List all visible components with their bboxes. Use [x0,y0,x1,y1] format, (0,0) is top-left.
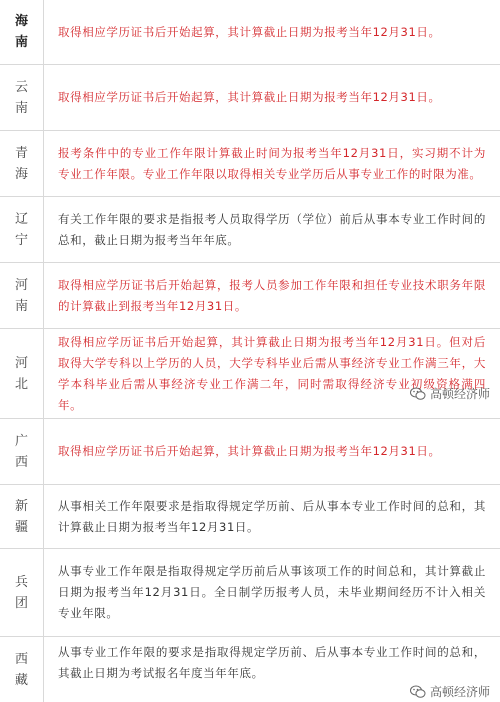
table-row [0,0,500,64]
table-row [0,548,500,636]
watermark-text: 高顿经济师 [429,387,490,401]
region-cell [0,329,44,418]
wechat-icon [410,685,426,699]
watermark [410,385,490,402]
region-label: 西藏 [14,651,28,688]
rule-text: 取得相应学历证书后开始起算，其计算截止日期为报考当年12月31日。但对后取得大学专科以上学历的人员，大学专科毕业后需从事经济专业工作满三年，大学本科毕业后需从事经济专业工作满二年，同时需取得经济专业初级资格满四年。 [58,334,486,412]
table-row [0,196,500,262]
table-row [0,418,500,484]
region-label: 云南 [14,79,28,116]
wechat-icon [410,387,426,401]
region-cell [0,263,44,328]
region-cell [0,637,44,702]
rule-text: 从事专业工作年限是指取得规定学历前后从事该项工作的时间总和，其计算截止日期为报考当年12月31日。全日制学历报考人员，未毕业期间经历不计入相关专业年限。 [58,564,486,620]
rule-text: 从事相关工作年限要求是指取得规定学历前、后从事本专业工作时间的总和，其计算截止日期为报考当年12月31日。 [58,498,486,534]
rule-text: 报考条件中的专业工作年限计算截止时间为报考当年12月31日，实习期不计为专业工作年限。专业工作年限以取得相关专业学历后从事专业工作的时限为准。 [58,145,486,181]
content-cell [58,131,486,196]
watermark-text: 高顿经济师 [429,685,490,699]
rule-text: 有关工作年限的要求是指报考人员取得学历（学位）前后从事本专业工作时间的总和，截止日期为报考当年年底。 [58,211,486,247]
rule-text: 从事专业工作年限的要求是指取得规定学历前、后从事本专业工作时间的总和，其截止日期为考试报名年度当年年底。 [58,644,486,680]
table-row [0,130,500,196]
table-row [0,484,500,548]
rule-text: 取得相应学历证书后开始起算，其计算截止日期为报考当年12月31日。 [58,24,441,39]
region-label: 新疆 [14,498,28,535]
content-cell [58,65,486,130]
content-cell [58,0,486,64]
table-row [0,64,500,130]
content-cell [58,485,486,548]
content-cell [58,549,486,636]
region-label: 青海 [14,145,28,182]
region-cell [0,485,44,548]
content-cell [58,197,486,262]
table-row [0,328,500,418]
region-cell [0,197,44,262]
region-label: 河南 [14,277,28,314]
region-cell [0,0,44,64]
region-label: 海南 [14,14,28,50]
rule-text: 取得相应学历证书后开始起算，其计算截止日期为报考当年12月31日。 [58,444,441,458]
region-cell [0,131,44,196]
region-label: 辽宁 [14,211,28,248]
region-cell [0,419,44,484]
content-cell [58,637,486,688]
region-cell [0,549,44,636]
region-label: 河北 [14,355,28,392]
content-cell [58,263,486,328]
content-cell [58,419,486,484]
table-row [0,636,500,702]
region-label: 兵团 [14,574,28,611]
region-label: 广西 [14,433,28,470]
content-cell [58,329,486,418]
rule-text: 取得相应学历证书后开始起算，报考人员参加工作年限和担任专业技术职务年限的计算截止到报考当年12月31日。 [58,277,486,313]
region-cell [0,65,44,130]
watermark [410,683,490,700]
table-row [0,262,500,328]
rule-text: 取得相应学历证书后开始起算，其计算截止日期为报考当年12月31日。 [58,90,441,104]
